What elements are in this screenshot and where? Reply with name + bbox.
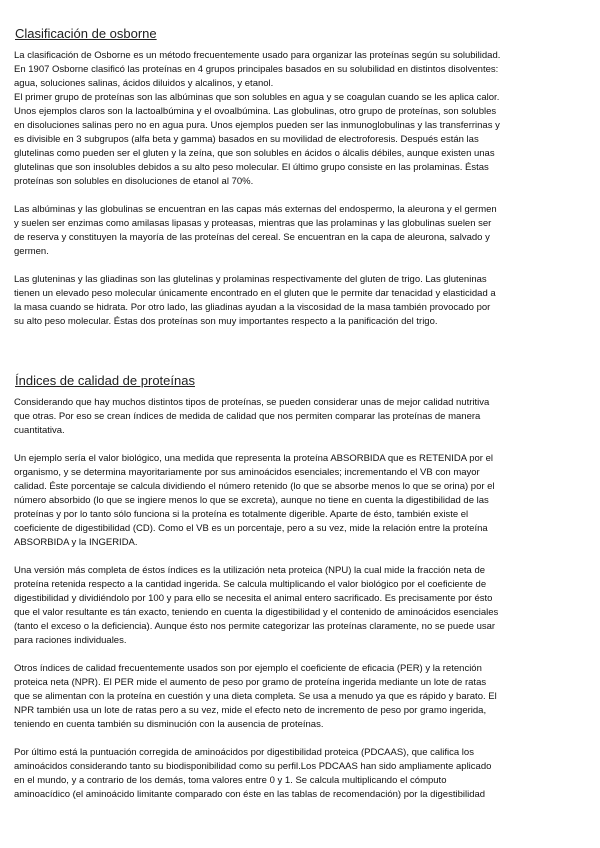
text-line: Unos ejemplos claros son la lactoalbúmina y el ovoalbúmina. Las globulinas, otro grupo de proteínas, son solubles [14,106,497,117]
text-line: de reserva y constituyen la mayoría de las proteínas del cereal. Se encuentran en la capa de aleurona, salvado y [14,232,490,243]
text-line: que el valor resultante es tán exacto, teniendo en cuenta la digestibilidad y el contenido de aminoácidos esenciales [14,607,499,618]
text-line: proteínas son solubles en disoluciones de etanol al 70%. [14,176,254,187]
text-line: Considerando que hay muchos distintos tipos de proteínas, se pueden considerar unas de mejor calidad nutritiva [14,397,490,408]
document-page [14,26,588,802]
text-line: Una versión más completa de éstos índices es la utilización neta proteica (NPU) la cual mide la fracción neta de [14,565,486,576]
text-line: coeficiente de digestibilidad (CD). Como el VB es un porcentaje, pero a su vez, mide la relación entre la proteína [14,523,488,534]
paragraph-gluteninas [14,273,588,329]
paragraph-pdcaas [14,746,588,802]
text-line: agua, soluciones salinas, ácidos diluidos y alcalinos, y etanol. [14,78,274,89]
text-line: (tanto el exceso o la deficiencia). Aunque ésto nos permite categorizar las proteínas claramente, no se puede usar [14,621,496,632]
text-line: Las albúminas y las globulinas se encuentran en las capas más externas del endospermo, la aleurona y el germen [14,204,497,215]
text-line: proteína retenida respecto a la cantidad ingerida. Se calcula multiplicando el valor biológico por el coeficiente de [14,579,487,590]
text-line: cuantitativa. [14,425,65,436]
text-line: proteica neta (NPR). El PER mide el aumento de peso por gramo de proteína ingerida mediante un lote de ratas [14,677,487,688]
text-line: en el mundo, y a contrario de los demás, toma valores entre 0 y 1. Se calcula multiplicando el cómputo [14,775,447,786]
text-line: Otros índices de calidad frecuentemente usados son por ejemplo el coeficiente de eficacia (PER) y la retención [14,663,482,674]
text-line: digestibilidad y dividiéndolo por 100 y para ello se necesita el animal entero sacrificado. Es precisamente por ésto [14,593,493,604]
text-line: aminoacídico (el aminoácido limitante comparado con éste en las tablas de recomendación) por la digestibilidad [14,789,486,800]
text-line: glutelinas que son insolubles debidos a su alto peso molecular. El último grupo consiste en las prolaminas. Éstas [14,162,489,173]
text-line: proteínas y por lo tanto sólo funciona si la proteína es totalmente digerible. Aparte de ésto, también existe el [14,509,469,520]
text-line: que otras. Por eso se crean índices de medida de calidad que nos permiten comparar las proteínas de manera [14,411,481,422]
text-line: germen. [14,246,49,257]
paragraph-albuminas [14,203,588,259]
paragraph-valor-biologico [14,452,588,550]
text-line: organismo, y se determina mayoritariamente por sus aminoácidos esenciales; incrementando el VB con mayor [14,467,480,478]
paragraph-npu [14,564,588,648]
section-title-osborne: Clasificación de osborne [15,26,157,41]
text-line: teniendo en cuenta también su disminución con la ausencia de proteínas. [14,719,324,730]
text-line: la masa cuando se hidrata. Por otro lado, las gliadinas ayudan a la viscosidad de la masa también provocado por [14,302,491,313]
text-line: Por último está la puntuación corregida de aminoácidos por digestibilidad proteica (PDCAAS), que califica los [14,747,474,758]
text-line: aminoácidos considerando tanto su biodisponibilidad como su perfil.Los PDCAAS han sido ampliamente aplicado [14,761,492,772]
text-line: En 1907 Osborne clasificó las proteínas en 4 grupos principales basados en su solubilidad en distintos disolventes: [14,64,499,75]
text-line: Un ejemplo sería el valor biológico, una medida que representa la proteína ABSORBIDA que es RETENIDA por el [14,453,493,464]
text-line: La clasificación de Osborne es un método frecuentemente usado para organizar las proteínas según su solubilidad. [14,50,501,61]
text-line: NPR también usa un lote de ratas pero a su vez, mide el efecto neto de incremento de peso por gramo ingerida, [14,705,487,716]
text-line: El primer grupo de proteínas son las albúminas que son solubles en agua y se coagulan cuando se les aplica calor. [14,92,500,103]
text-line: Las gluteninas y las gliadinas son las glutelinas y prolaminas respectivamente del gluten de trigo. Las gluteninas [14,274,487,285]
paragraph-per-npr [14,662,588,732]
text-line: es divisible en 3 subgrupos (alfa beta y gamma) basados en su movilidad de electroforesis. Después están las [14,134,479,145]
text-line: número absorbido (lo que se ingiere menos lo que se excreta), aunque no tiene en cuenta la digestibilidad de las [14,495,489,506]
text-line: calidad. Éste porcentaje se calcula dividiendo el número retenido (lo que se absorbe menos lo que se orina) por el [14,481,495,492]
text-line: que se alimentan con la proteína en cuestión y una dieta completa. Se usa a menudo ya que es rápido y barato. El [14,691,497,702]
text-line: tienen un elevado peso molecular únicamente encontrado en el gluten que le permite dar tenacidad y elasticidad a [14,288,496,299]
text-line: y suelen ser enzimas como amilasas lipasas y proteasas, mientras que las prolaminas y las globulinas suelen ser [14,218,492,229]
text-line: su alto peso molecular. Éstas dos proteínas son muy importantes respecto a la panificación del trigo. [14,316,438,327]
text-line: para raciones individuales. [14,635,127,646]
text-line: glutelinas como pueden ser el gluten y la zeína, que son solubles en ácidos o álcalis débiles, aunque existen unas [14,148,495,159]
text-line: en disoluciones salinas pero no en agua pura. Unos ejemplos pueden ser las inmunoglobulinas y las transferrinas y [14,120,500,131]
paragraph-indices-intro [14,396,588,438]
paragraph-osborne-intro [14,49,588,189]
section-title-indices: Índices de calidad de proteínas [15,373,195,388]
text-line: ABSORBIDA y la INGERIDA. [14,537,138,548]
